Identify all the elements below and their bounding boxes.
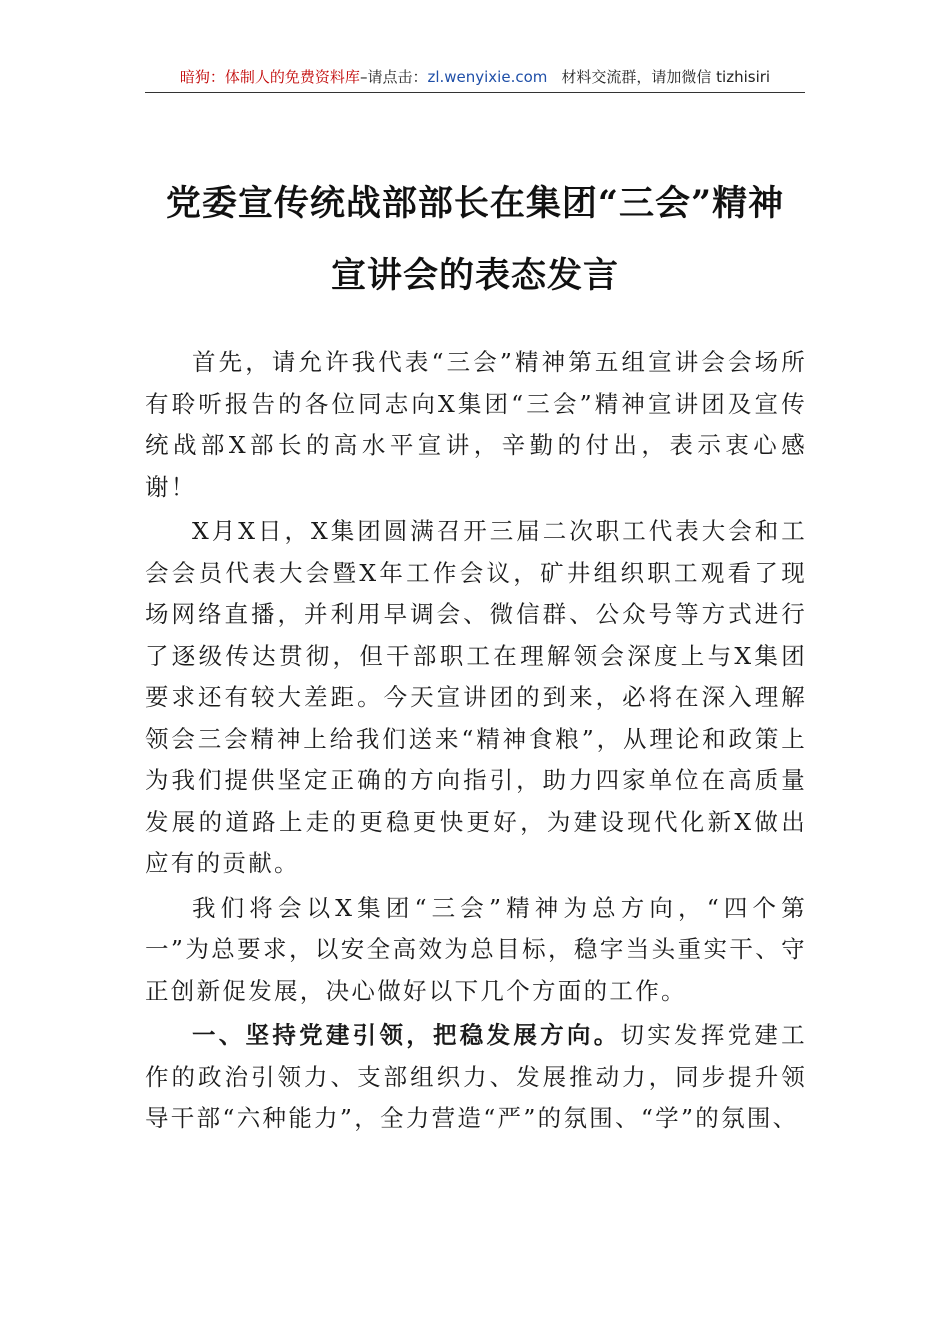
- paragraph-1: 首先，请允许我代表“三会”精神第五组宣讲会会场所有聆听报告的各位同志向X集团“三会”精神宣讲团及宣传统战部X部长的高水平宣讲，辛勤的付出，表示衷心感谢！: [145, 348, 807, 501]
- paragraph-3: 我们将会以X集团“三会”精神为总方向，“四个第一”为总要求，以安全高效为总目标，稳字当头重实干、守正创新促发展，决心做好以下几个方面的工作。: [145, 893, 807, 1005]
- document-body: [145, 342, 807, 1140]
- paragraph-2: X月X日，X集团圆满召开三届二次职工代表大会和工会会员代表大会暨X年工作会议，矿井组织职工观看了现场网络直播，并利用早调会、微信群、公众号等方式进行了逐级传达贯彻，但干部职工在理解领会深度上与X集团要求还有较大差距。今天宣讲团的到来，必将在深入理解领会三会精神上给我们送来“精神食粮”，从理论和政策上为我们提供坚定正确的方向指引，助力四家单位在高质量发展的道路上走的更稳更快更好，为建设现代化新X做出应有的贡献。: [145, 517, 807, 877]
- source-url-link[interactable]: zl.wenyixie.com: [427, 68, 548, 86]
- document-title-line-2: 宣讲会的表态发言: [330, 255, 619, 296]
- document-title-line-1: 党委宣传统战部部长在集团“三会”精神: [165, 183, 785, 224]
- section-1-text: 切实发挥党建工作的政治引领力、支部组织力、发展推动力，同步提升领导干部“六种能力”，全力营造“严”的氛围、“学”的氛围、: [145, 1021, 807, 1132]
- source-name: 暗狗：体制人的免费资料库: [179, 68, 360, 86]
- page-header: [145, 64, 805, 93]
- group-note: 材料交流群，请加微信 tizhisiri: [561, 68, 771, 86]
- section-1-heading: 一、坚持党建引领，把稳发展方向。: [192, 1021, 621, 1049]
- click-prompt: –请点击：: [359, 68, 428, 86]
- paragraph-4: [145, 1015, 807, 1140]
